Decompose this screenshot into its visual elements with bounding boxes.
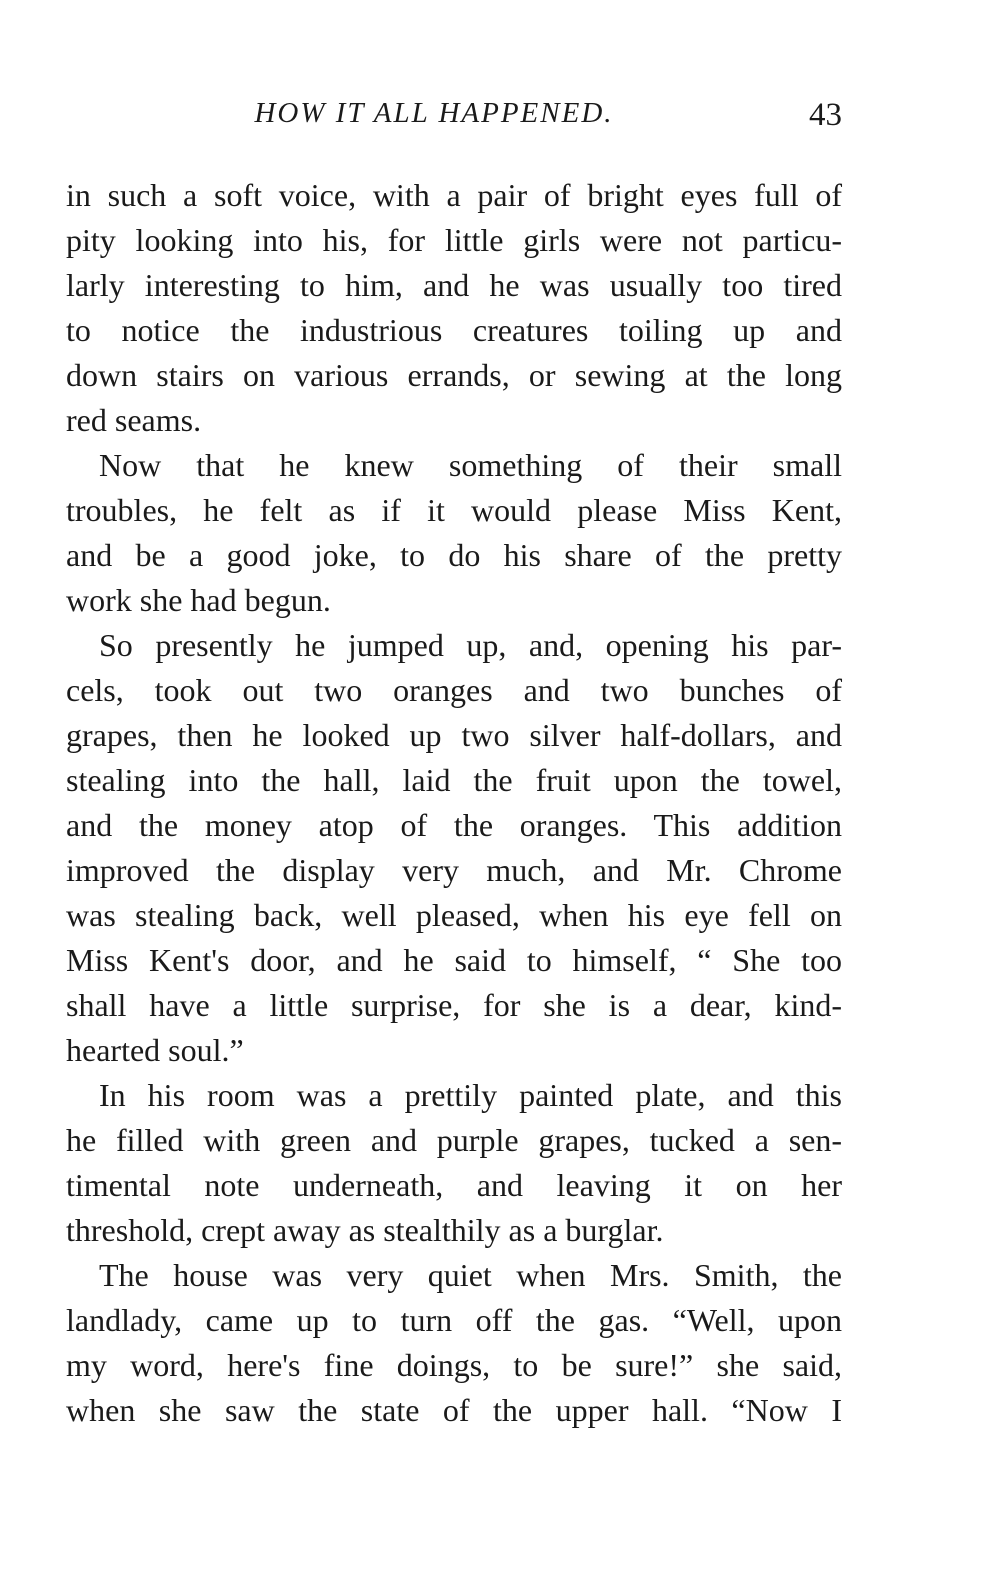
text-line: in such a soft voice, with a pair of bright eyes full of (66, 177, 842, 213)
text-line: In his room was a prettily painted plate, and this (99, 1077, 842, 1113)
body-text (66, 173, 842, 1433)
text-line: my word, here's fine doings, to be sure!” she said, (66, 1347, 842, 1383)
text-line: threshold, crept away as stealthily as a burglar. (66, 1212, 664, 1248)
text-line: troubles, he felt as if it would please Miss Kent, (66, 492, 842, 528)
text-line: and the money atop of the oranges. This addition (66, 807, 842, 843)
text-line: he filled with green and purple grapes, tucked a sen- (66, 1122, 842, 1158)
text-line: to notice the industrious creatures toiling up and (66, 312, 842, 348)
text-line: cels, took out two oranges and two bunches of (66, 672, 842, 708)
paragraph (66, 1253, 842, 1433)
text-line: improved the display very much, and Mr. Chrome (66, 852, 842, 888)
text-line: hearted soul.” (66, 1032, 244, 1068)
paragraph (66, 443, 842, 623)
running-head (66, 93, 842, 133)
text-line: landlady, came up to turn off the gas. “Well, upon (66, 1302, 842, 1338)
text-line: Miss Kent's door, and he said to himself, “ She too (66, 942, 842, 978)
text-line: pity looking into his, for little girls were not particu- (66, 222, 842, 258)
text-line: when she saw the state of the upper hall. “Now I (66, 1392, 842, 1428)
text-line: and be a good joke, to do his share of the pretty (66, 537, 842, 573)
text-line: larly interesting to him, and he was usually too tired (66, 267, 842, 303)
text-line: shall have a little surprise, for she is a dear, kind- (66, 987, 842, 1023)
text-line: was stealing back, well pleased, when his eye fell on (66, 897, 842, 933)
text-line: down stairs on various errands, or sewing at the long (66, 357, 842, 393)
page-number: 43 (809, 97, 842, 133)
running-title: HOW IT ALL HAPPENED. (254, 97, 614, 129)
text-line: stealing into the hall, laid the fruit upon the towel, (66, 762, 842, 798)
text-line: The house was very quiet when Mrs. Smith, the (99, 1257, 842, 1293)
text-line: grapes, then he looked up two silver half-dollars, and (66, 717, 842, 753)
paragraph (66, 623, 842, 1073)
text-line: So presently he jumped up, and, opening his par- (99, 627, 842, 663)
text-line: red seams. (66, 402, 202, 438)
paragraph (66, 173, 842, 443)
text-line: work she had begun. (66, 582, 331, 618)
paragraph (66, 1073, 842, 1253)
text-line: timental note underneath, and leaving it on her (66, 1167, 842, 1203)
text-line: Now that he knew something of their small (99, 447, 842, 483)
